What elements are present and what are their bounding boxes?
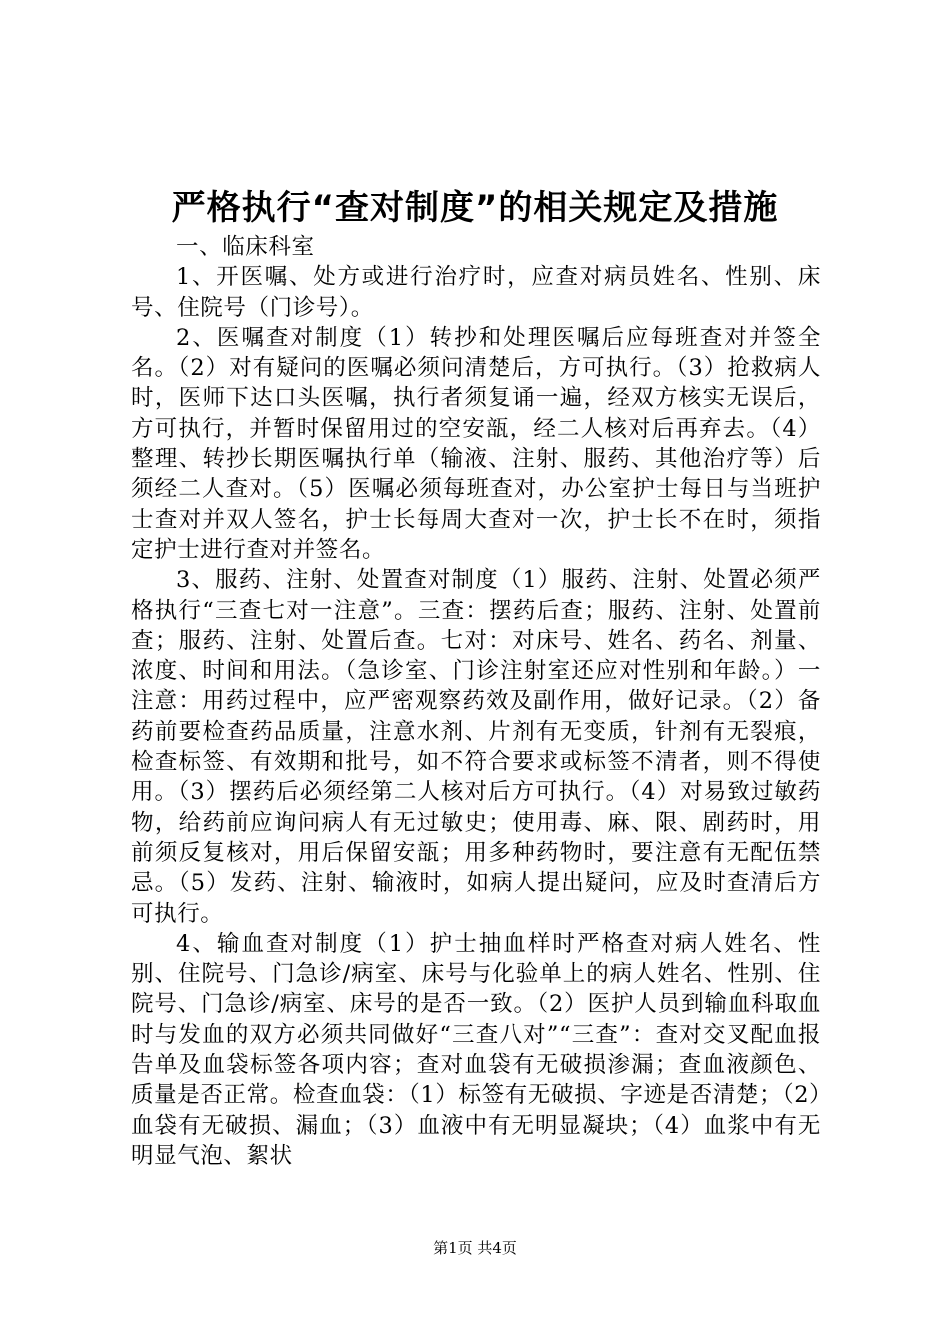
paragraph: 1、开医嘱、处方或进行治疗时，应查对病员姓名、性别、床号、住院号（门诊号）。 (131, 264, 821, 321)
document-title: 严格执行“查对制度”的相关规定及措施 (171, 188, 779, 228)
paragraph: 2、医嘱查对制度（1）转抄和处理医嘱后应每班查对并签全名。（2）对有疑问的医嘱必须问清楚后，方可执行。（3）抢救病人时，医师下达口头医嘱，执行者须复诵一遍，经双方核实无误后，方可执行，并暂时保留用过的空安瓿，经二人核对后再弃去。（4）整理、转抄长期医嘱执行单（输液、注射、服药、其他治疗等）后须经二人查对。（5）医嘱必须每班查对，办公室护士每日与当班护士查对并双人签名，护士长每周大查对一次，护士长不在时，须指定护士进行查对并签名。 (131, 324, 821, 563)
paragraph: 3、服药、注射、处置查对制度（1）服药、注射、处置必须严格执行“三查七对一注意”。三查：摆药后查；服药、注射、处置前查；服药、注射、处置后查。七对：对床号、姓名、药名、剂量、浓度、时间和用法。（急诊室、门诊注射室还应对性别和年龄。）一注意：用药过程中，应严密观察药效及副作用，做好记录。（2）备药前要检查药品质量，注意水剂、片剂有无变质，针剂有无裂痕，检查标签、有效期和批号，如不符合要求或标签不清者，则不得使用。（3）摆药后必须经第二人核对后方可执行。（4）对易致过敏药物，给药前应询问病人有无过敏史；使用毒、麻、限、剧药时，用前须反复核对，用后保留安瓿；用多种药物时，要注意有无配伍禁忌。（5）发药、注射、输液时，如病人提出疑问，应及时查清后方可执行。 (131, 567, 821, 927)
paragraph: 4、输血查对制度（1）护士抽血样时严格查对病人姓名、性别、住院号、门急诊/病室、床号与化验单上的病人姓名、性别、住院号、门急诊/病室、床号的是否一致。（2）医护人员到输血科取血时与发血的双方必须共同做好“三查八对”“三查”：查对交叉配血报告单及血袋标签各项内容；查对血袋有无破损渗漏；查血液颜色、质量是否正常。检查血袋：（1）标签有无破损、字迹是否清楚；（2）血袋有无破损、漏血；（3）血液中有无明显凝块；（4）血浆中有无明显气泡、絮状 (131, 930, 821, 1169)
section-heading: 一、临床科室 (176, 234, 315, 260)
page-number-footer: 第1页 共4页 (433, 1239, 517, 1257)
document-body (131, 232, 821, 1171)
